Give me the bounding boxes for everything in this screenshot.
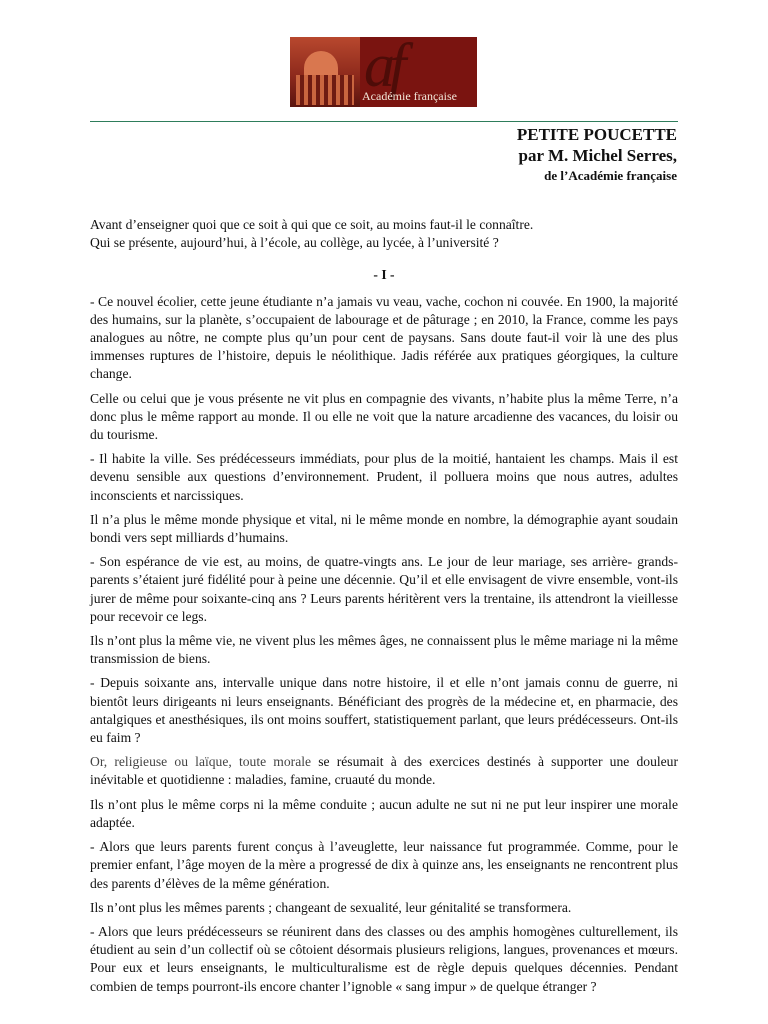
paragraph: - Ce nouvel écolier, cette jeune étudiante n’a jamais vu veau, vache, cochon ni couvée. En 1900, la majorité des humains, sur la planète, s’occupaient de labourage et de pâturage ; en 2010, la France, comme les pays analogues au nôtre, ne compte plus qu’un pour cent de paysans. Sans doute faut-il voir là une des plus immenses ruptures de l’histoire, depuis le néolithique. Jadis référée aux pratiques géorgiques, la culture change.	[90, 293, 678, 382]
intro-line: Avant d’enseigner quoi que ce soit à qui que ce soit, au moins faut-il le connaître.	[90, 217, 534, 232]
logo-label: Académie française	[362, 89, 457, 103]
paragraph: - Son espérance de vie est, au moins, de quatre-vingts ans. Le jour de leur mariage, ses arrière- grands-parents s’étaient juré fidélité pour à peine une décennie. Qu’il et elle envisagent de vivre ensemble, vont-ils jurer de même pour soixante-cinq ans ? Leurs parents héritèrent vers la trentaine, ils attendront la vieillesse pour recevoir ce legs.	[90, 554, 678, 624]
intro-line: Qui se présente, aujourd’hui, à l’école, au collège, au lycée, à l’université ?	[90, 235, 499, 251]
paragraph: Celle ou celui que je vous présente ne vit plus en compagnie des vivants, n’habite plus la même Terre, n’a donc plus le même rapport au monde. Il ou elle ne voit que la nature arcadienne des vacances, du loisir ou du tourisme.	[90, 390, 678, 443]
paragraph: - Depuis soixante ans, intervalle unique dans notre histoire, il et elle n’ont jamais connu de guerre, ni bientôt leurs dirigeants ni leurs enseignants. Bénéficiant des progrès de la médecine et, en pharmacie, des antalgiques et anesthésiques, ils ont moins souffert, statistiquement parlant, que leurs prédécesseurs. Ont-ils eu faim ?	[90, 675, 678, 746]
intro-paragraph	[90, 216, 678, 252]
paragraph: Ils n’ont plus la même vie, ne vivent plus les mêmes âges, ne connaissent plus le même mariage ni la même transmission de biens.	[90, 633, 678, 667]
header-rule	[90, 121, 678, 122]
paragraph: - Il habite la ville. Ses prédécesseurs immédiats, pour plus de la moitié, hantaient les champs. Mais il est devenu sensible aux questions d’environnement. Prudent, il polluera moins que nous autres, adultes inconscients et narcissiques.	[90, 451, 678, 503]
paragraph: Ils n’ont plus le même corps ni la même conduite ; aucun adulte ne sut ni ne put leur inspirer une morale adaptée.	[90, 796, 678, 830]
author-affiliation: de l’Académie française	[544, 168, 677, 183]
paragraph: - Alors que leurs prédécesseurs se réunirent dans des classes ou des amphis homogènes culturellement, ils étudient au sein d’un collectif où se côtoient désormais plusieurs religions, langues, provenances et mœurs. Pour eux et leurs enseignants, le multiculturalisme est de règle depuis quelques décennies. Pendant combien de temps pourront-ils encore chanter l’ignoble « sang impur » de quelque étranger ?	[90, 923, 678, 994]
paragraph: Ils n’ont plus les mêmes parents ; changeant de sexualité, leur génitalité se transformera.	[90, 899, 572, 915]
logo-monogram: af	[364, 37, 401, 100]
section-heading: - I -	[373, 267, 395, 283]
page-title: PETITE POUCETTE	[516, 125, 677, 144]
paragraph-lead: Or, religieuse ou laïque, toute morale	[90, 754, 312, 770]
author-byline: par M. Michel Serres,	[518, 146, 677, 165]
paragraph-rest: se résumait à des exercices destinés à supporter une douleur inévitable et quotidienne : maladies, famine, cruauté du monde.	[90, 754, 678, 788]
paragraph	[90, 753, 678, 789]
document-body	[90, 216, 678, 1002]
paragraph: - Alors que leurs parents furent conçus à l’aveuglette, leur naissance fut programmée. Comme, pour le premier enfant, l’âge moyen de la mère a progressé de dix à quinze ans, les enseignants ne rencontrent plus des parents d’élèves de la même génération.	[90, 839, 678, 891]
paragraph: Il n’a plus le même monde physique et vital, ni le même monde en nombre, la démographie ayant soudain bondi vers sept milliards d’humains.	[90, 511, 678, 546]
building-image	[290, 37, 360, 107]
title-block	[517, 124, 677, 185]
academie-logo	[290, 37, 477, 107]
